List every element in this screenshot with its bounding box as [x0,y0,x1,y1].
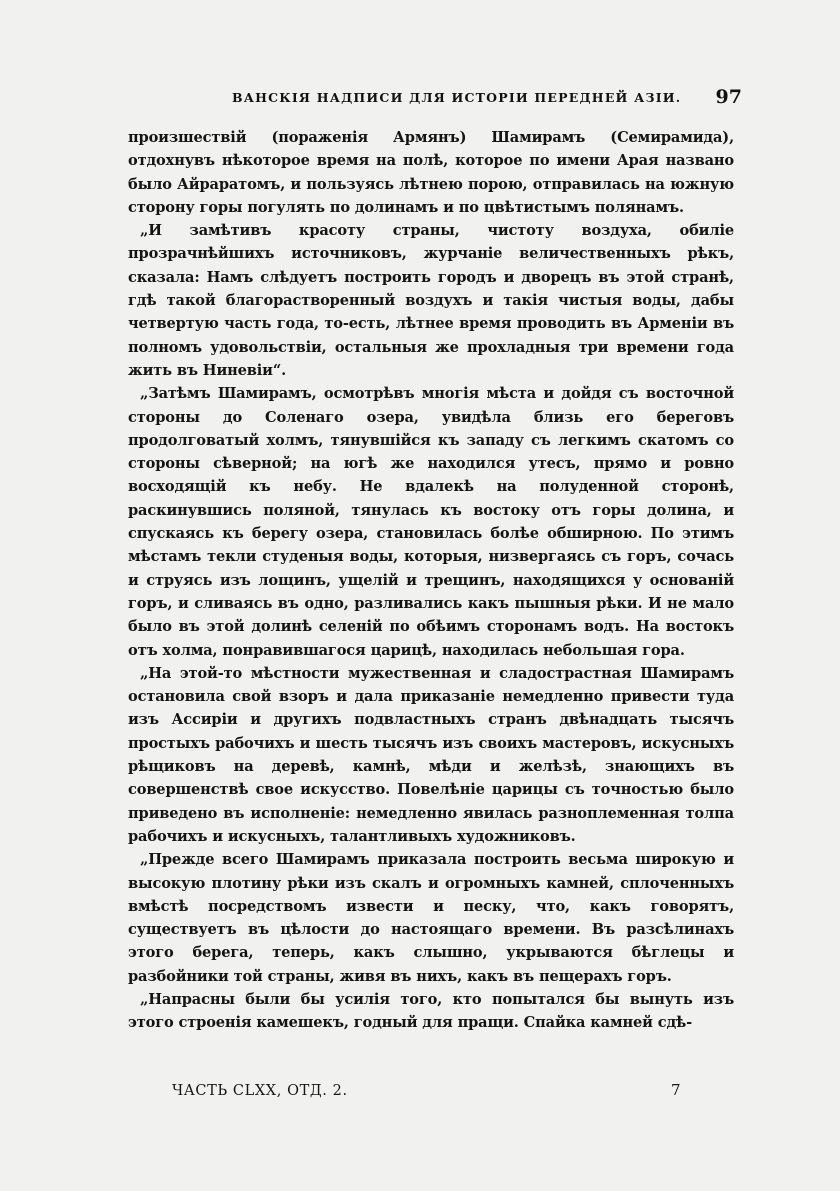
main-text [128,126,734,1035]
page-number: 97 [715,86,742,108]
running-header [232,86,742,112]
signature-mark: 7 [671,1081,681,1099]
page-footer [172,1083,682,1107]
paragraph-6: „Напрасны были бы усилія того, кто попытался бы вынуть изъ этого строенія камешекъ, годный для пращи. Спайка камней сдѣ- [128,990,734,1032]
paragraph-3: „Затѣмъ Шамирамъ, осмотрѣвъ многія мѣста и дойдя съ восточной стороны до Соленаго озера, увидѣла близь его береговъ продолговатый холмъ, тянувшійся къ западу съ легкимъ скатомъ со стороны сѣверной; на югѣ же находился утесъ, прямо и ровно восходящій къ небу. Не вдалекѣ на полуденной сторонѣ, раскинувшись поляной, тянулась къ востоку отъ горы долина, и спускаясь къ берегу озера, становилась болѣе обширною. По этимъ мѣстамъ текли студеныя воды, которыя, низвергаясь съ горъ, сочась и струясь изъ лощинъ, ущелій и трещинъ, находящихся у основаній горъ, и сливаясь въ одно, разливались какъ пышныя рѣки. И не мало было въ этой долинѣ селеній по обѣимъ сторонамъ водъ. На востокъ отъ холма, понравившагося царицѣ, находилась небольшая гора. [128,385,734,659]
paragraph-2: „И замѣтивъ красоту страны, чистоту воздуха, обиліе прозрачнѣйшихъ источниковъ, журчаніе величественныхъ рѣкъ, сказала: Намъ слѣдуетъ построить городъ и дворецъ въ этой странѣ, гдѣ такой благорастворенный воздухъ и такія чистыя воды, дабы четвертую часть года, то-есть, лѣтнее время проводить въ Арменіи въ полномъ удовольствіи, остальныя же прохладныя три времени года жить въ Ниневіи“. [128,222,734,379]
paragraph-5: „Прежде всего Шамирамъ приказала построить весьма широкую и высокую плотину рѣки изъ скалъ и огромныхъ камней, сплоченныхъ вмѣстѣ посредствомъ извести и песку, что, какъ говорятъ, существуетъ въ цѣлости до настоящаго времени. Въ разсѣлинахъ этого берега, теперь, какъ слышно, укрываются бѣглецы и разбойники той страны, живя въ нихъ, какъ въ пещерахъ горъ. [128,851,734,985]
printer-signature: ЧАСТЬ CLXX, ОТД. 2. [172,1083,348,1099]
paragraph-1: произшествій (пораженія Армянъ) Шамирамъ (Семирамида), отдохнувъ нѣкоторое время на полѣ, которое по имени Арая названо было Айраратомъ, и пользуясь лѣтнею порою, отправилась на южную сторону горы погулять по долинамъ и по цвѣтистымъ полянамъ. [128,129,734,216]
paragraph-4: „На этой-то мѣстности мужественная и сладострастная Шамирамъ остановила свой взоръ и дала приказаніе немедленно привести туда изъ Ассиріи и другихъ подвластныхъ странъ двѣнадцать тысячъ простыхъ рабочихъ и шесть тысячъ изъ своихъ мастеровъ, искусныхъ рѣщиковъ на деревѣ, камнѣ, мѣди и желѣзѣ, знающихъ въ совершенствѣ свое искусство. Повелѣніе царицы съ точностью было приведено въ исполненіе: немедленно явилась разноплеменная толпа рабочихъ и искусныхъ, талантливыхъ художниковъ. [128,664,734,845]
running-title: ВАНСКІЯ НАДПИСИ ДЛЯ ИСТОРІИ ПЕРЕДНЕЙ АЗІИ. [232,90,682,105]
